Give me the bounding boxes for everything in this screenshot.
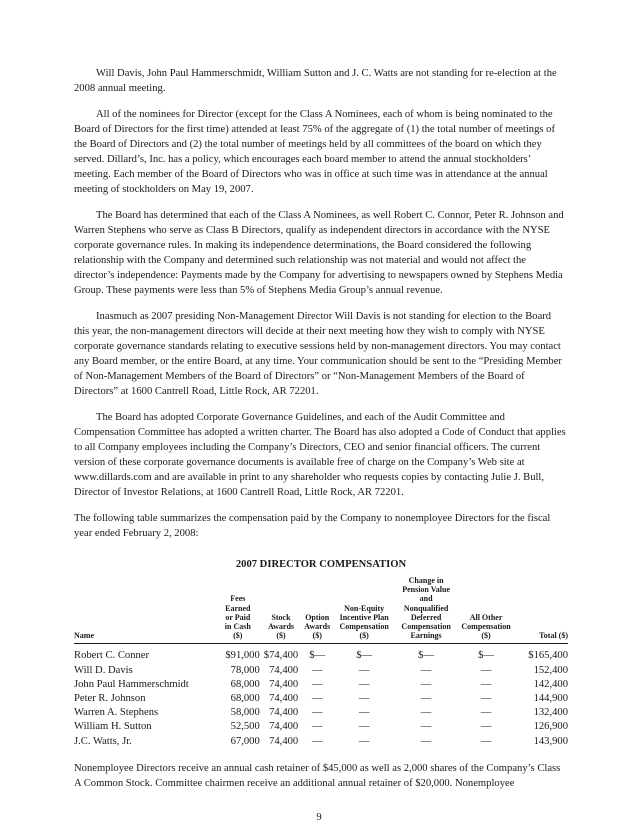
paragraph-independence: The Board has determined that each of the Class A Nominees, as well Robert C. Connor, Peter R. Johnson and Warren Stephens who serve as Class B Directors, qualify as independent directors in accordance with the NYSE corporate governance rules. In making its independence determinations, the Board considered the following relationship with the Company and determined such relationship was not material and would not affect the director’s independence: Payments made by the Company for advertising to newspapers owned by Stephens Media Group. These payments were less than 5% of Stephens Media Group’s annual revenue. (74, 210, 564, 296)
page-number: 9 (316, 812, 322, 823)
table-header-row (74, 576, 568, 644)
header-stock: Stock Awards ($) (262, 576, 300, 644)
header-name: Name (74, 576, 214, 644)
paragraph-not-standing: Will Davis, John Paul Hammerschmidt, William Sutton and J. C. Watts are not standing for re-election at the 2008 annual meeting. (74, 68, 557, 94)
header-pension: Change in Pension Value and Nonqualified Deferred Compensation Earnings (394, 576, 458, 644)
table-row: J.C. Watts, Jr. 67,000 74,400 — — — — 143,900 (74, 735, 568, 747)
table-row: Warren A. Stephens 58,000 74,400 — — — — 132,400 (74, 707, 568, 719)
paragraph-table-intro: The following table summarizes the compensation paid by the Company to nonemployee Directors for the fiscal year ended February 2, 2008: (74, 513, 551, 539)
table-row: Robert C. Conner $91,000 $74,400 $— $— $— $— $165,400 (74, 650, 568, 662)
table-row: Peter R. Johnson 68,000 74,400 — — — — 144,900 (74, 693, 568, 705)
document-page (74, 66, 568, 802)
director-compensation-table (74, 576, 568, 749)
header-fees: Fees Earned or Paid in Cash ($) (214, 576, 262, 644)
paragraph-non-management: Inasmuch as 2007 presiding Non-Management Director Will Davis is not standing for election to the Board this year, the non-management directors will decide at their next meeting how they wish to comply with NYSE corporate governance standards relating to executive sessions held by non-management directors. You may contact any Board member, or the entire Board, at any time. Your communication should be sent to the “Presiding Member of Non-Management Members of the Board of Directors” or “Non-Management Members of the Board of Directors” at 1600 Cantrell Road, Little Rock, AR 72201. (74, 311, 562, 397)
table-row: John Paul Hammerschmidt 68,000 74,400 — — — — 142,400 (74, 678, 568, 690)
header-other: All Other Compensation ($) (458, 576, 514, 644)
header-option: Option Awards ($) (300, 576, 334, 644)
paragraph-governance: The Board has adopted Corporate Governance Guidelines, and each of the Audit Committee and Compensation Committee has adopted a written charter. The Board has also adopted a Code of Conduct that applies to all Company employees including the Company’s Directors, CEO and senior financial officers. The current version of these corporate governance documents is available free of charge on the Company’s Web site at www.dillards.com and are available in print to any shareholder who requests copies by contacting Julie J. Bull, Director of Investor Relations, at 1600 Cantrell Road, Little Rock, AR 72201. (74, 412, 566, 498)
paragraph-attendance: All of the nominees for Director (except for the Class A Nominees, each of whom is being nominated to the Board of Directors for the first time) attended at least 75% of the aggregate of (1) the total number of meetings of the Board of Directors and (2) the total number of meetings held by all committees of the board on which they served. Dillard’s, Inc. has a policy, which encourages each board member to attend the annual stockholders’ meeting. Each member of the Board of Directors who was in office at such time was in attendance at the annual meeting of stockholders on May 19, 2007. (74, 109, 555, 195)
header-nonequity: Non-Equity Incentive Plan Compensation ($) (334, 576, 394, 644)
paragraph-retainer: Nonemployee Directors receive an annual cash retainer of $45,000 as well as 2,000 shares of the Company’s Class A Common Stock. Committee chairmen receive an additional annual retainer of $20,000. Nonemployee (74, 762, 561, 789)
table-row: William H. Sutton 52,500 74,400 — — — — 126,900 (74, 721, 568, 733)
header-total: Total ($) (514, 576, 568, 644)
table-row: Will D. Davis 78,000 74,400 — — — — 152,400 (74, 664, 568, 676)
table-title: 2007 DIRECTOR COMPENSATION (235, 559, 407, 570)
